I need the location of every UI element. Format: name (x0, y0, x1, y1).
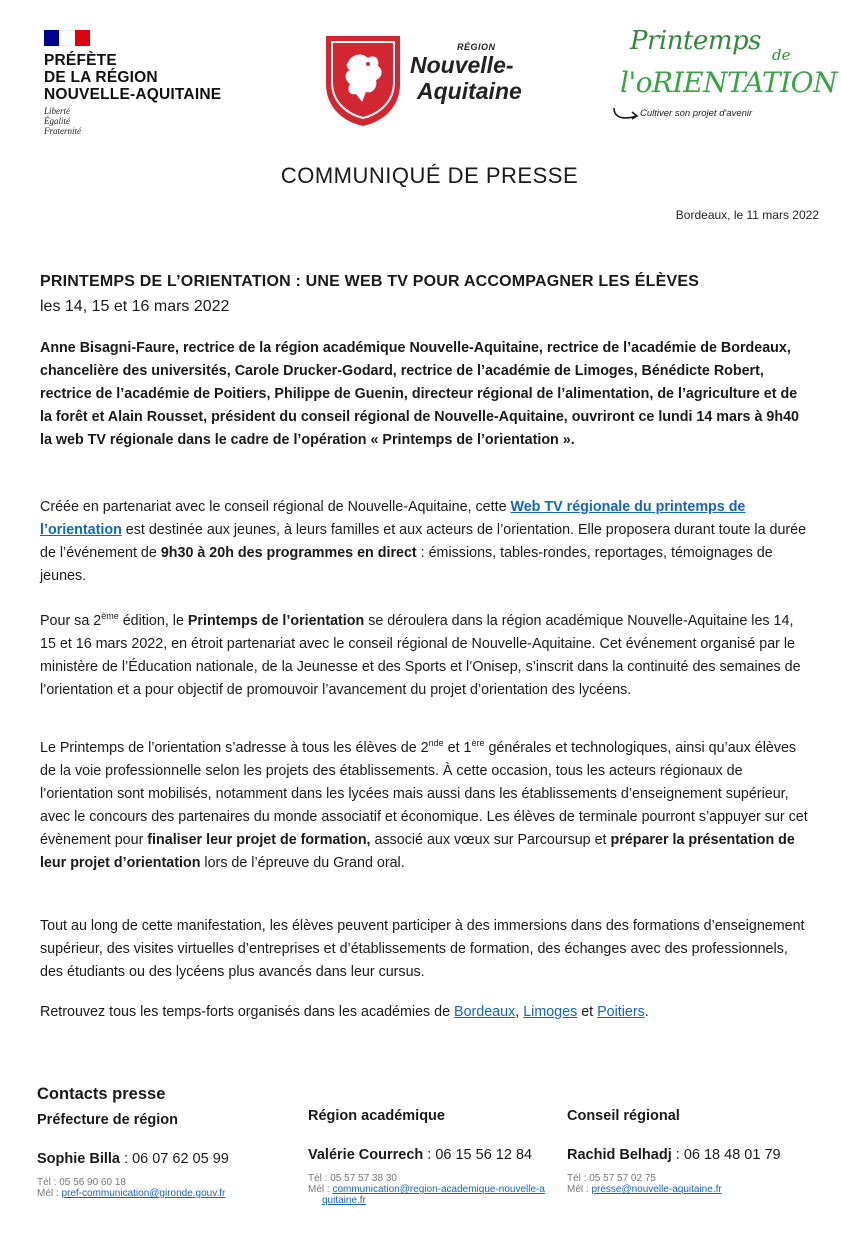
bold-span: 9h30 à 20h des programmes en direct (160, 545, 417, 561)
region-name-line1: Nouvelle- (410, 52, 514, 78)
contact-name-line (308, 1147, 548, 1163)
motto-line: Liberté (44, 106, 70, 116)
paragraph-edition (40, 610, 813, 702)
contact-meta (308, 1173, 548, 1206)
paragraph-academies (40, 1001, 813, 1024)
printemps-logo-tagline: Cultiver son projet d'avenir (640, 108, 753, 119)
text-span: se déroulera dans la région académique Nouvelle-Aquitaine les 14, 15 et 16 mars 2022, en étroit partenariat avec le conseil régional de Nouvelle-Aquitaine. Cet événement organisé par le ministère de l’Éducation nationale, de la Jeunesse et des Sports et l’Onisep, s’inscrit dans la continuité des semaines de l’orientation et a pour objectif de promouvoir l’avancement du projet d’orientation des lycéens. (40, 613, 801, 698)
text-span: associé aux vœux sur Parcoursup et (370, 832, 611, 848)
text-span: . (644, 1004, 649, 1020)
contact-phone: : 06 15 56 12 84 (423, 1147, 533, 1163)
text-span: Le Printemps de l’orientation s’adresse à tous les élèves de 2 (40, 740, 429, 756)
contact-email-link[interactable]: presse@nouvelle-aquitaine.fr (591, 1184, 722, 1195)
prefecture-name-line: PRÉFÈTE (44, 52, 117, 69)
text-span: édition, le (118, 613, 188, 629)
contact-name: Sophie Billa (37, 1151, 120, 1167)
text-span: est destinée aux jeunes, à leurs familles et aux acteurs de l’orientation. Elle proposera durant toute la durée de l’événement de (40, 522, 807, 561)
contact-org: Conseil régional (567, 1108, 680, 1124)
contact-phone: : 06 18 48 01 79 (671, 1147, 781, 1163)
text-span: lors de l’épreuve du Grand oral. (200, 855, 405, 871)
bold-span: préparer la présentation de leur projet d’orientation (40, 832, 795, 871)
prefecture-logo (44, 30, 264, 136)
lead-text: Anne Bisagni-Faure, rectrice de la région académique Nouvelle-Aquitaine, rectrice de l’académie de Bordeaux, chancelière des universités, Carole Drucker-Godard, rectrice de l’académie de Limoges, Bénédicte Robert, rectrice de l’académie de Poitiers, Philippe de Guenin, directeur régional de l’alimentation, de l’agriculture et de la forêt et Alain Rousset, président du conseil régional de Nouvelle-Aquitaine, ouvriront ce lundi 14 mars à 9h40 la web TV régionale dans le cadre de l’opération « Printemps de l’orientation ». (40, 340, 799, 448)
curved-arrow-icon (612, 104, 642, 124)
contact-email-link[interactable]: communication@region-academique-nouvelle-aquitaine.fr (322, 1184, 545, 1206)
paragraph-audience (40, 737, 813, 875)
contact-prefecture (37, 1108, 229, 1199)
prefecture-name-line: DE LA RÉGION (44, 69, 158, 86)
contact-tel: Tél : 05 57 57 02 75 (567, 1173, 656, 1184)
superscript: nde (428, 738, 444, 749)
contact-mel-line (37, 1188, 229, 1199)
contact-phone: : 06 07 62 05 99 (120, 1151, 229, 1167)
motto-line: Égalité (44, 116, 70, 126)
printemps-logo-line2: l'oRIENTATION (620, 66, 838, 99)
document-type-heading: COMMUNIQUÉ DE PRESSE (280, 163, 579, 188)
mel-label: Mél : (37, 1188, 62, 1199)
contact-conseil-regional (567, 1108, 781, 1195)
contact-email-link[interactable]: pref-communication@gironde.gouv.fr (61, 1188, 226, 1199)
text-span: Créée en partenariat avec le conseil régional de Nouvelle-Aquitaine, cette (40, 499, 511, 515)
region-label-small: RÉGION (457, 42, 496, 52)
contacts-heading: Contacts presse (37, 1085, 166, 1103)
superscript: ème (101, 611, 119, 622)
limoges-link[interactable]: Limoges (523, 1004, 578, 1020)
bold-span: finaliser leur projet de formation, (147, 832, 371, 848)
text-span: : émissions, tables-rondes, reportages, témoignages de jeunes. (40, 545, 773, 584)
printemps-logo-line1: Printemps (630, 26, 761, 56)
contact-name: Valérie Courrech (308, 1147, 424, 1163)
press-release-subtitle: les 14, 15 et 16 mars 2022 (40, 298, 230, 315)
lion-shield-icon (322, 32, 404, 128)
contact-name-line (567, 1147, 781, 1163)
contact-region-academique (308, 1108, 548, 1206)
mel-label: Mél : (308, 1184, 333, 1195)
web-tv-link[interactable]: Web TV régionale du printemps de l’orientation (40, 499, 746, 538)
region-logo (322, 32, 542, 132)
poitiers-link[interactable]: Poitiers (597, 1004, 645, 1020)
paragraph-web-tv (40, 496, 813, 588)
marianne-flag-icon (44, 30, 90, 46)
contact-org: Région académique (308, 1108, 445, 1124)
contact-name: Rachid Belhadj (567, 1147, 672, 1163)
contact-name-line (37, 1151, 229, 1167)
contact-tel: Tél : 05 56 90 60 18 (37, 1177, 126, 1188)
contact-meta (37, 1177, 229, 1199)
bordeaux-link[interactable]: Bordeaux (454, 1004, 516, 1020)
prefecture-name (44, 52, 264, 103)
lead-paragraph (40, 337, 813, 452)
mel-label: Mél : (567, 1184, 592, 1195)
date-line: Bordeaux, le 11 mars 2022 (675, 208, 819, 222)
bold-span: Printemps de l’orientation (187, 613, 365, 629)
region-name-line2: Aquitaine (417, 78, 522, 104)
text-span: Pour sa 2 (40, 613, 102, 629)
contact-tel: Tél : 05 57 57 38 30 (308, 1173, 397, 1184)
text-span: Retrouvez tous les temps-forts organisés dans les académies de (40, 1004, 455, 1020)
contact-org: Préfecture de région (37, 1112, 179, 1128)
printemps-logo-de: de (772, 46, 791, 64)
motto-line: Fraternité (44, 126, 81, 136)
text-span: , (515, 1004, 524, 1020)
paragraph-activities: Tout au long de cette manifestation, les élèves peuvent participer à des immersions dans des formations d’enseignement supérieur, des visites virtuelles d’entreprises et d’établissements de formation, des échanges avec des professionnels, des étudiants ou des lycéens plus avancés dans leur cursus. (40, 918, 805, 980)
text-span: et 1 (443, 740, 472, 756)
printemps-orientation-logo (612, 26, 838, 136)
contact-mel-line (567, 1184, 781, 1195)
republic-motto (44, 106, 264, 136)
contact-mel-line (308, 1184, 548, 1206)
contact-meta (567, 1173, 781, 1195)
text-span: générales et technologiques, ainsi qu’aux élèves de la voie professionnelle selon les projets des établissements. À cette occasion, tous les acteurs régionaux de l’orientation sont mobilisés, notamment dans les lycées mais aussi dans les établissements d’enseignement supérieur, avec le concours des partenaires du monde associatif et économique. Les élèves de terminale pourront s’appuyer sur cet évènement pour (40, 740, 808, 848)
press-release-title: PRINTEMPS DE L’ORIENTATION : UNE WEB TV POUR ACCOMPAGNER LES ÉLÈVES (40, 273, 700, 290)
superscript: ère (471, 738, 485, 749)
prefecture-name-line: NOUVELLE-AQUITAINE (44, 86, 222, 103)
text-span: et (577, 1004, 598, 1020)
